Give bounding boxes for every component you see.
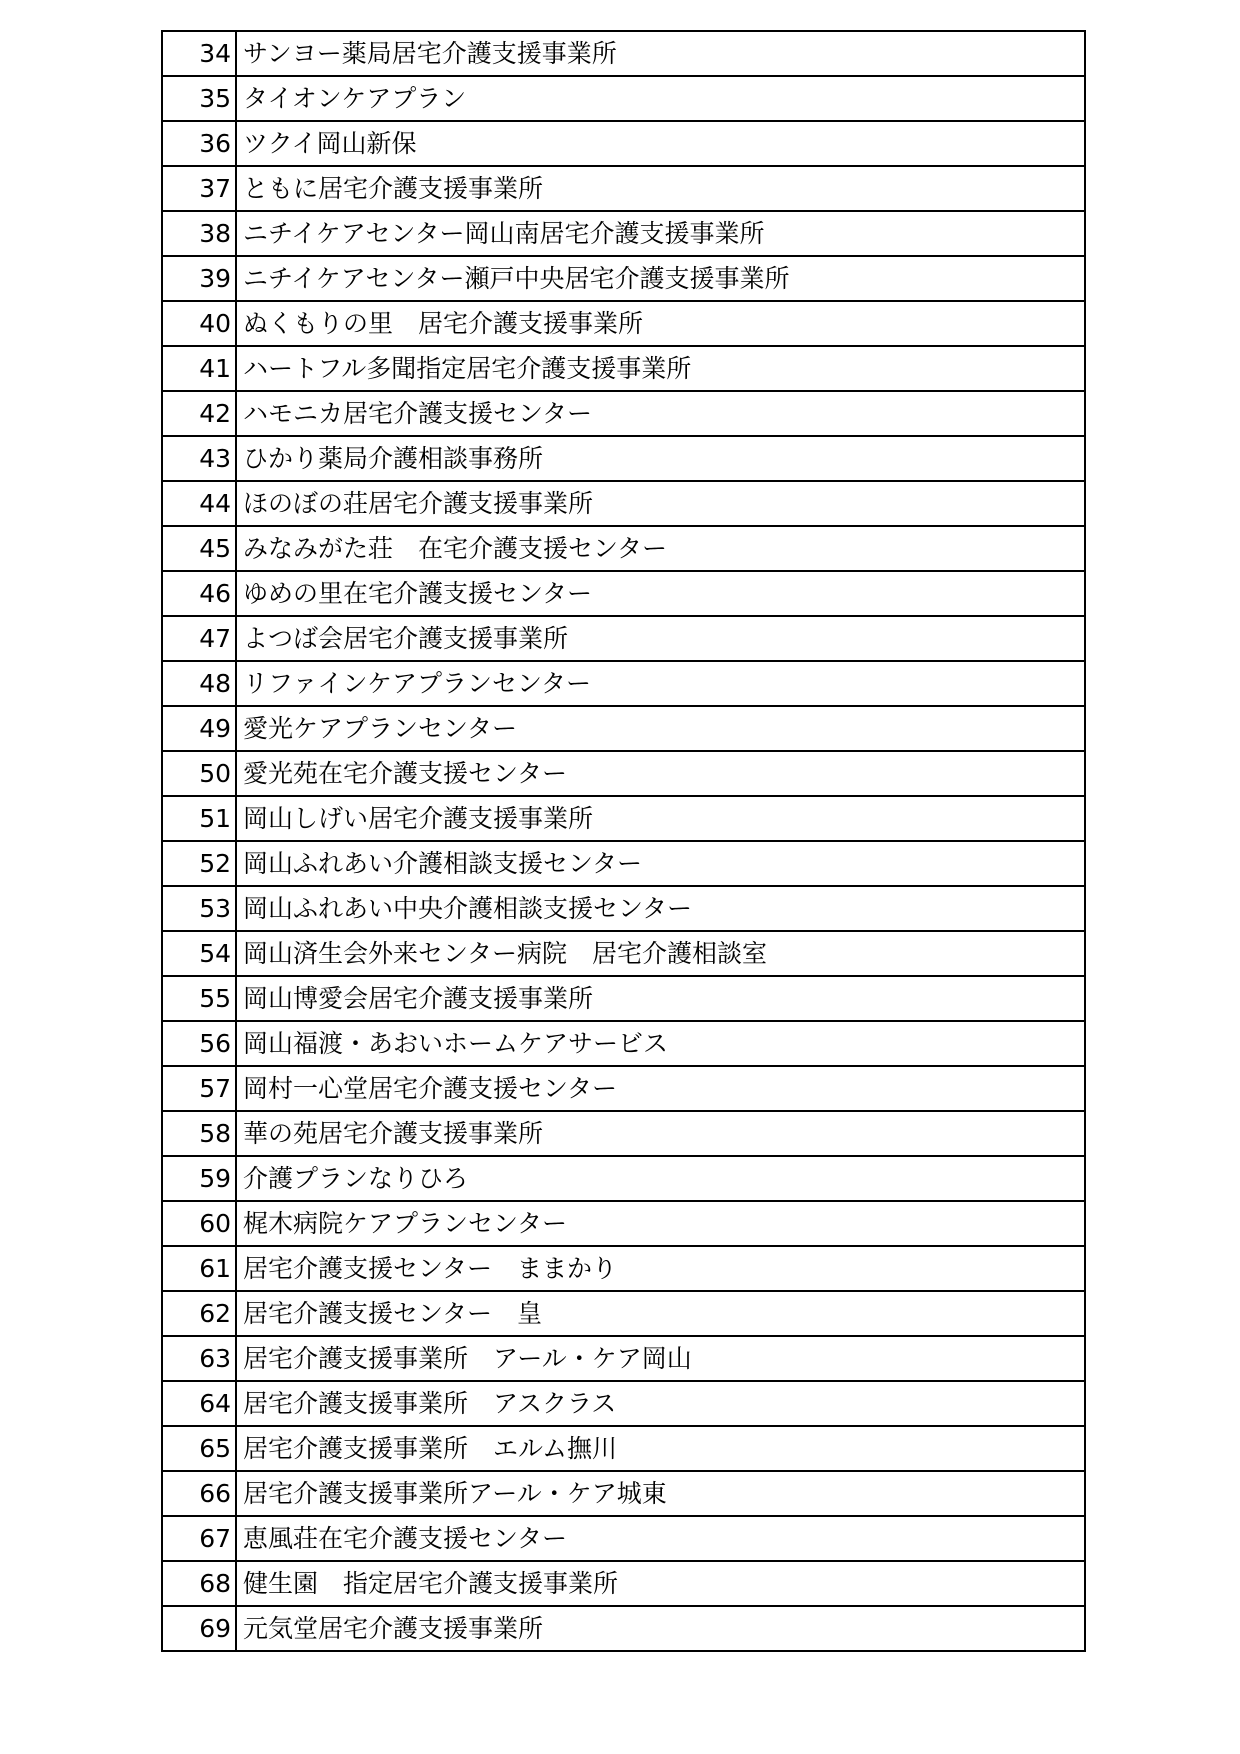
facility-name: ツクイ岡山新保 (236, 121, 1085, 166)
row-number: 69 (162, 1606, 236, 1651)
row-number: 34 (162, 31, 236, 76)
row-number: 58 (162, 1111, 236, 1156)
row-number: 40 (162, 301, 236, 346)
table-row (162, 841, 1085, 886)
table-row (162, 121, 1085, 166)
facility-name: ニチイケアセンター岡山南居宅介護支援事業所 (236, 211, 1085, 256)
facility-name: ハモニカ居宅介護支援センター (236, 391, 1085, 436)
table-row (162, 796, 1085, 841)
row-number: 51 (162, 796, 236, 841)
table-row (162, 166, 1085, 211)
table-row (162, 1561, 1085, 1606)
facility-name: ともに居宅介護支援事業所 (236, 166, 1085, 211)
row-number: 64 (162, 1381, 236, 1426)
table-row (162, 1246, 1085, 1291)
row-number: 39 (162, 256, 236, 301)
row-number: 43 (162, 436, 236, 481)
facility-name: 介護プランなりひろ (236, 1156, 1085, 1201)
row-number: 38 (162, 211, 236, 256)
table-row (162, 1156, 1085, 1201)
facility-name: 居宅介護支援事業所アール・ケア城東 (236, 1471, 1085, 1516)
table-row (162, 1606, 1085, 1651)
facility-name: 華の苑居宅介護支援事業所 (236, 1111, 1085, 1156)
row-number: 65 (162, 1426, 236, 1471)
facility-name: 岡山ふれあい中央介護相談支援センター (236, 886, 1085, 931)
row-number: 63 (162, 1336, 236, 1381)
table-row (162, 1291, 1085, 1336)
table-row (162, 571, 1085, 616)
row-number: 62 (162, 1291, 236, 1336)
facility-name: ニチイケアセンター瀬戸中央居宅介護支援事業所 (236, 256, 1085, 301)
facility-name: 岡山しげい居宅介護支援事業所 (236, 796, 1085, 841)
table-row (162, 1111, 1085, 1156)
facility-name: 居宅介護支援センター 皇 (236, 1291, 1085, 1336)
facility-name: サンヨー薬局居宅介護支援事業所 (236, 31, 1085, 76)
row-number: 67 (162, 1516, 236, 1561)
table-row (162, 751, 1085, 796)
table-row (162, 1516, 1085, 1561)
table-row (162, 211, 1085, 256)
row-number: 68 (162, 1561, 236, 1606)
row-number: 56 (162, 1021, 236, 1066)
row-number: 55 (162, 976, 236, 1021)
row-number: 59 (162, 1156, 236, 1201)
facility-name: よつば会居宅介護支援事業所 (236, 616, 1085, 661)
table-row (162, 1201, 1085, 1246)
row-number: 35 (162, 76, 236, 121)
table-row (162, 76, 1085, 121)
row-number: 46 (162, 571, 236, 616)
facility-table-body (162, 31, 1085, 1651)
row-number: 57 (162, 1066, 236, 1111)
row-number: 37 (162, 166, 236, 211)
table-row (162, 616, 1085, 661)
table-row (162, 1066, 1085, 1111)
facility-name: 愛光ケアプランセンター (236, 706, 1085, 751)
facility-name: 居宅介護支援事業所 アスクラス (236, 1381, 1085, 1426)
facility-name: 梶木病院ケアプランセンター (236, 1201, 1085, 1246)
table-row (162, 526, 1085, 571)
facility-name: ハートフル多聞指定居宅介護支援事業所 (236, 346, 1085, 391)
row-number: 49 (162, 706, 236, 751)
table-row (162, 346, 1085, 391)
table-row (162, 886, 1085, 931)
table-row (162, 1381, 1085, 1426)
facility-name: 岡山済生会外来センター病院 居宅介護相談室 (236, 931, 1085, 976)
row-number: 60 (162, 1201, 236, 1246)
facility-name: ひかり薬局介護相談事務所 (236, 436, 1085, 481)
row-number: 42 (162, 391, 236, 436)
facility-name: 健生園 指定居宅介護支援事業所 (236, 1561, 1085, 1606)
table-row (162, 661, 1085, 706)
table-row (162, 1336, 1085, 1381)
facility-name: 恵風荘在宅介護支援センター (236, 1516, 1085, 1561)
table-row (162, 1426, 1085, 1471)
facility-name: タイオンケアプラン (236, 76, 1085, 121)
row-number: 48 (162, 661, 236, 706)
facility-name: リファインケアプランセンター (236, 661, 1085, 706)
facility-name: 元気堂居宅介護支援事業所 (236, 1606, 1085, 1651)
table-row (162, 976, 1085, 1021)
facility-name: 居宅介護支援事業所 アール・ケア岡山 (236, 1336, 1085, 1381)
facility-name: ぬくもりの里 居宅介護支援事業所 (236, 301, 1085, 346)
table-row (162, 31, 1085, 76)
row-number: 47 (162, 616, 236, 661)
facility-name: 岡山ふれあい介護相談支援センター (236, 841, 1085, 886)
table-row (162, 436, 1085, 481)
table-row (162, 391, 1085, 436)
table-row (162, 301, 1085, 346)
facility-table (161, 30, 1086, 1652)
row-number: 66 (162, 1471, 236, 1516)
row-number: 36 (162, 121, 236, 166)
facility-name: みなみがた荘 在宅介護支援センター (236, 526, 1085, 571)
row-number: 44 (162, 481, 236, 526)
row-number: 52 (162, 841, 236, 886)
facility-name: 居宅介護支援事業所 エルム撫川 (236, 1426, 1085, 1471)
facility-name: ほのぼの荘居宅介護支援事業所 (236, 481, 1085, 526)
row-number: 54 (162, 931, 236, 976)
table-row (162, 1471, 1085, 1516)
table-row (162, 706, 1085, 751)
table-row (162, 931, 1085, 976)
facility-name: 居宅介護支援センター ままかり (236, 1246, 1085, 1291)
table-row (162, 256, 1085, 301)
facility-list (161, 30, 1086, 1652)
table-row (162, 1021, 1085, 1066)
row-number: 61 (162, 1246, 236, 1291)
row-number: 50 (162, 751, 236, 796)
facility-name: 岡村一心堂居宅介護支援センター (236, 1066, 1085, 1111)
facility-name: 岡山博愛会居宅介護支援事業所 (236, 976, 1085, 1021)
row-number: 41 (162, 346, 236, 391)
row-number: 53 (162, 886, 236, 931)
facility-name: ゆめの里在宅介護支援センター (236, 571, 1085, 616)
table-row (162, 481, 1085, 526)
facility-name: 愛光苑在宅介護支援センター (236, 751, 1085, 796)
facility-name: 岡山福渡・あおいホームケアサービス (236, 1021, 1085, 1066)
row-number: 45 (162, 526, 236, 571)
